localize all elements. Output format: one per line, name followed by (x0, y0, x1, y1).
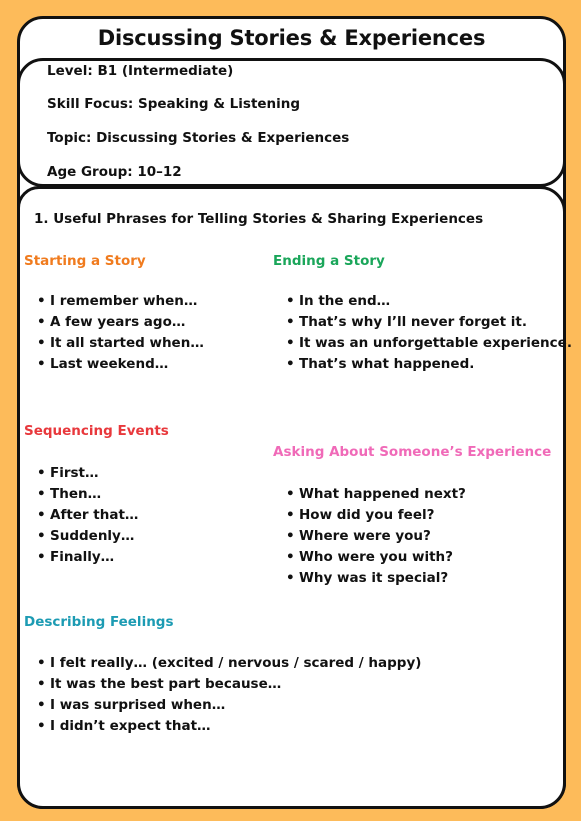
list-item: • How did you feel? (280, 505, 466, 526)
category-title-starting: Starting a Story (24, 253, 146, 269)
list-item: • It was an unforgettable experience. (280, 333, 572, 354)
level-label: Level: B1 (Intermediate) (47, 63, 234, 79)
list-item: • Then… (31, 484, 138, 505)
list-item: • I didn’t expect that… (31, 716, 421, 737)
section-heading: 1. Useful Phrases for Telling Stories & Sharing Experiences (34, 211, 484, 227)
category-title-feelings: Describing Feelings (24, 614, 174, 630)
list-item: • I felt really… (excited / nervous / scared / happy) (31, 653, 421, 674)
list-item: • Last weekend… (31, 354, 204, 375)
list-item: • Who were you with? (280, 547, 466, 568)
list-item: • After that… (31, 505, 138, 526)
category-title-asking: Asking About Someone’s Experience (273, 444, 552, 460)
phrase-list-sequencing (31, 463, 138, 568)
list-item: • I was surprised when… (31, 695, 421, 716)
category-title-sequencing: Sequencing Events (24, 423, 169, 439)
list-item: • What happened next? (280, 484, 466, 505)
page-title: Discussing Stories & Experiences (97, 26, 486, 50)
skill-focus-label: Skill Focus: Speaking & Listening (47, 96, 301, 112)
phrase-list-ending (280, 291, 572, 375)
topic-label: Topic: Discussing Stories & Experiences (47, 130, 350, 146)
list-item: • First… (31, 463, 138, 484)
list-item: • Finally… (31, 547, 138, 568)
phrase-list-feelings (31, 653, 421, 737)
list-item: • It all started when… (31, 333, 204, 354)
list-item: • It was the best part because… (31, 674, 421, 695)
category-title-ending: Ending a Story (273, 253, 385, 269)
phrase-list-starting (31, 291, 204, 375)
list-item: • In the end… (280, 291, 572, 312)
list-item: • That’s why I’ll never forget it. (280, 312, 572, 333)
list-item: • Where were you? (280, 526, 466, 547)
list-item: • Why was it special? (280, 568, 466, 589)
list-item: • Suddenly… (31, 526, 138, 547)
list-item: • I remember when… (31, 291, 204, 312)
age-group-label: Age Group: 10–12 (47, 164, 182, 180)
list-item: • That’s what happened. (280, 354, 572, 375)
list-item: • A few years ago… (31, 312, 204, 333)
phrase-list-asking (280, 484, 466, 589)
